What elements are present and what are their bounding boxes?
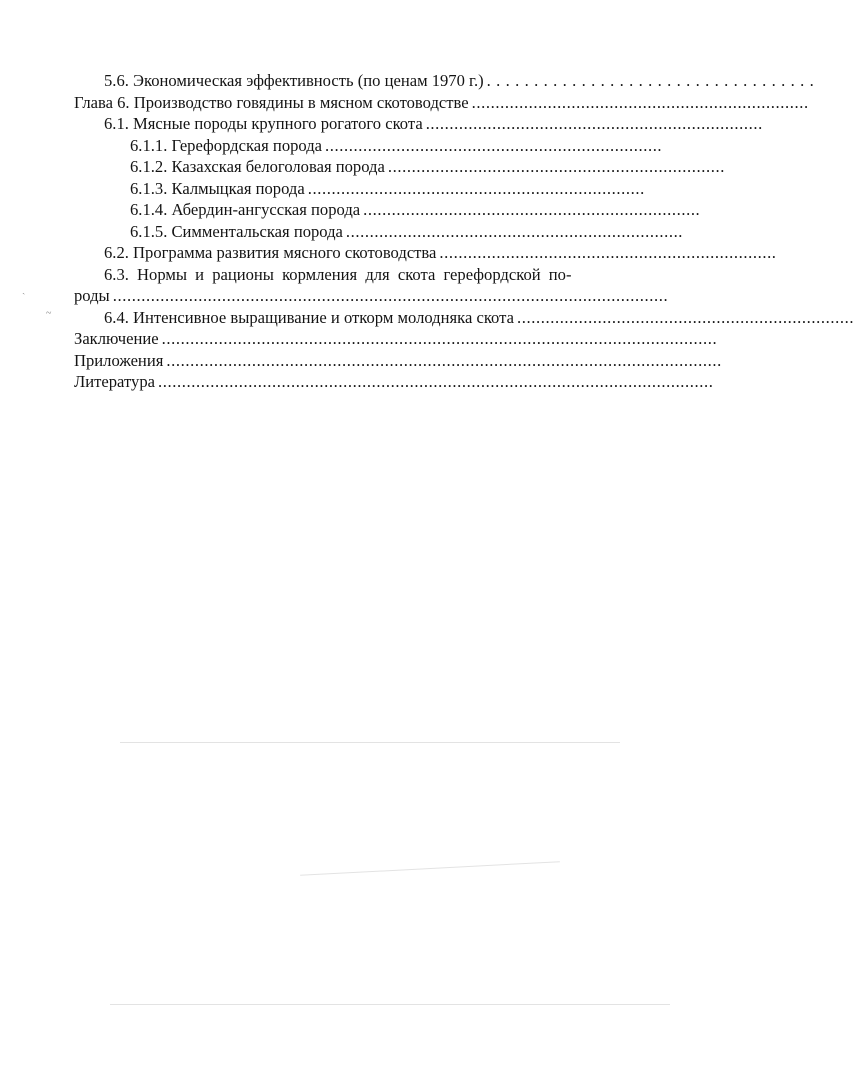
- toc-entry: [74, 285, 669, 307]
- toc-entry-text: 6.1.4. Абердин-ангусская порода: [130, 199, 363, 221]
- toc-entry: [74, 371, 714, 393]
- toc-leader-dots: .......................................................................: [307, 178, 645, 198]
- toc-entry: [74, 307, 854, 329]
- toc-entry: [74, 113, 763, 135]
- toc-entry-text: 6.2. Программа развития мясного скотоводства: [104, 242, 439, 264]
- toc-entry-text: 6.1. Мясные породы крупного рогатого скота: [104, 113, 426, 135]
- toc-entry-text: 6.1.5. Симментальская порода: [130, 221, 346, 243]
- toc-entry-text: 5.6. Экономическая эффективность (по ценам 1970 г.): [104, 70, 487, 92]
- toc-entry-text: Глава 6. Производство говядины в мясном скотоводстве: [74, 92, 472, 114]
- toc-leader-dots: .......................................................................: [387, 157, 725, 176]
- toc-leader-dots: .......................................................................: [439, 243, 777, 262]
- toc-entry-text: 6.1.3. Калмыцкая порода: [130, 178, 308, 200]
- toc-entry: [74, 135, 663, 157]
- toc-entry: [74, 70, 815, 92]
- toc-entry: [74, 264, 660, 286]
- toc-entry-text: Заключение: [74, 328, 162, 350]
- toc-entry-text: роды: [74, 285, 113, 307]
- toc-leader-dots: .....................................................................................................................: [112, 286, 669, 305]
- toc-leader-dots: . . . . . . . . . . . . . . . . . . . . . . . . . . . . . . . . . . .: [486, 71, 815, 90]
- toc-entry-text: 6.1.2. Казахская белоголовая порода: [130, 156, 388, 178]
- toc-entry-text: 6.4. Интенсивное выращивание и откорм молодняка скота: [104, 307, 517, 329]
- toc-entry-text: Приложения: [74, 350, 166, 372]
- bleed-through-rule: [300, 861, 560, 876]
- toc-entry: [74, 350, 722, 372]
- table-of-contents: [74, 70, 854, 393]
- toc-entry-text: 6.3. Нормы и рационы кормления для скота герефордской по-: [104, 264, 574, 286]
- toc-entry: [74, 92, 809, 114]
- toc-entry: [74, 178, 660, 200]
- toc-entry: [74, 199, 701, 221]
- toc-leader-dots: .......................................................................: [345, 221, 684, 241]
- toc-leader-dots: .......................................................................: [516, 307, 854, 327]
- toc-leader-dots: .....................................................................................................................: [157, 372, 714, 391]
- toc-leader-dots: .....................................................................................................................: [161, 329, 718, 348]
- toc-leader-dots: .......................................................................: [471, 92, 809, 112]
- bleed-through-rule: [110, 1004, 670, 1005]
- toc-leader-dots: .......................................................................: [425, 114, 763, 133]
- toc-entry: [74, 328, 718, 350]
- scan-speck: ˎ: [22, 284, 26, 295]
- toc-entry-text: Литература: [74, 371, 158, 393]
- toc-leader-dots: .....................................................................................................................: [166, 350, 722, 370]
- scan-speck: ~: [46, 308, 52, 319]
- toc-leader-dots: .......................................................................: [363, 200, 701, 219]
- toc-leader-dots: .......................................................................: [325, 135, 663, 155]
- toc-entry: [74, 156, 725, 178]
- toc-entry-text: 6.1.1. Герефордская порода: [130, 135, 325, 157]
- toc-entry: [74, 221, 684, 243]
- bleed-through-rule: [120, 742, 620, 743]
- toc-entry: [74, 242, 777, 264]
